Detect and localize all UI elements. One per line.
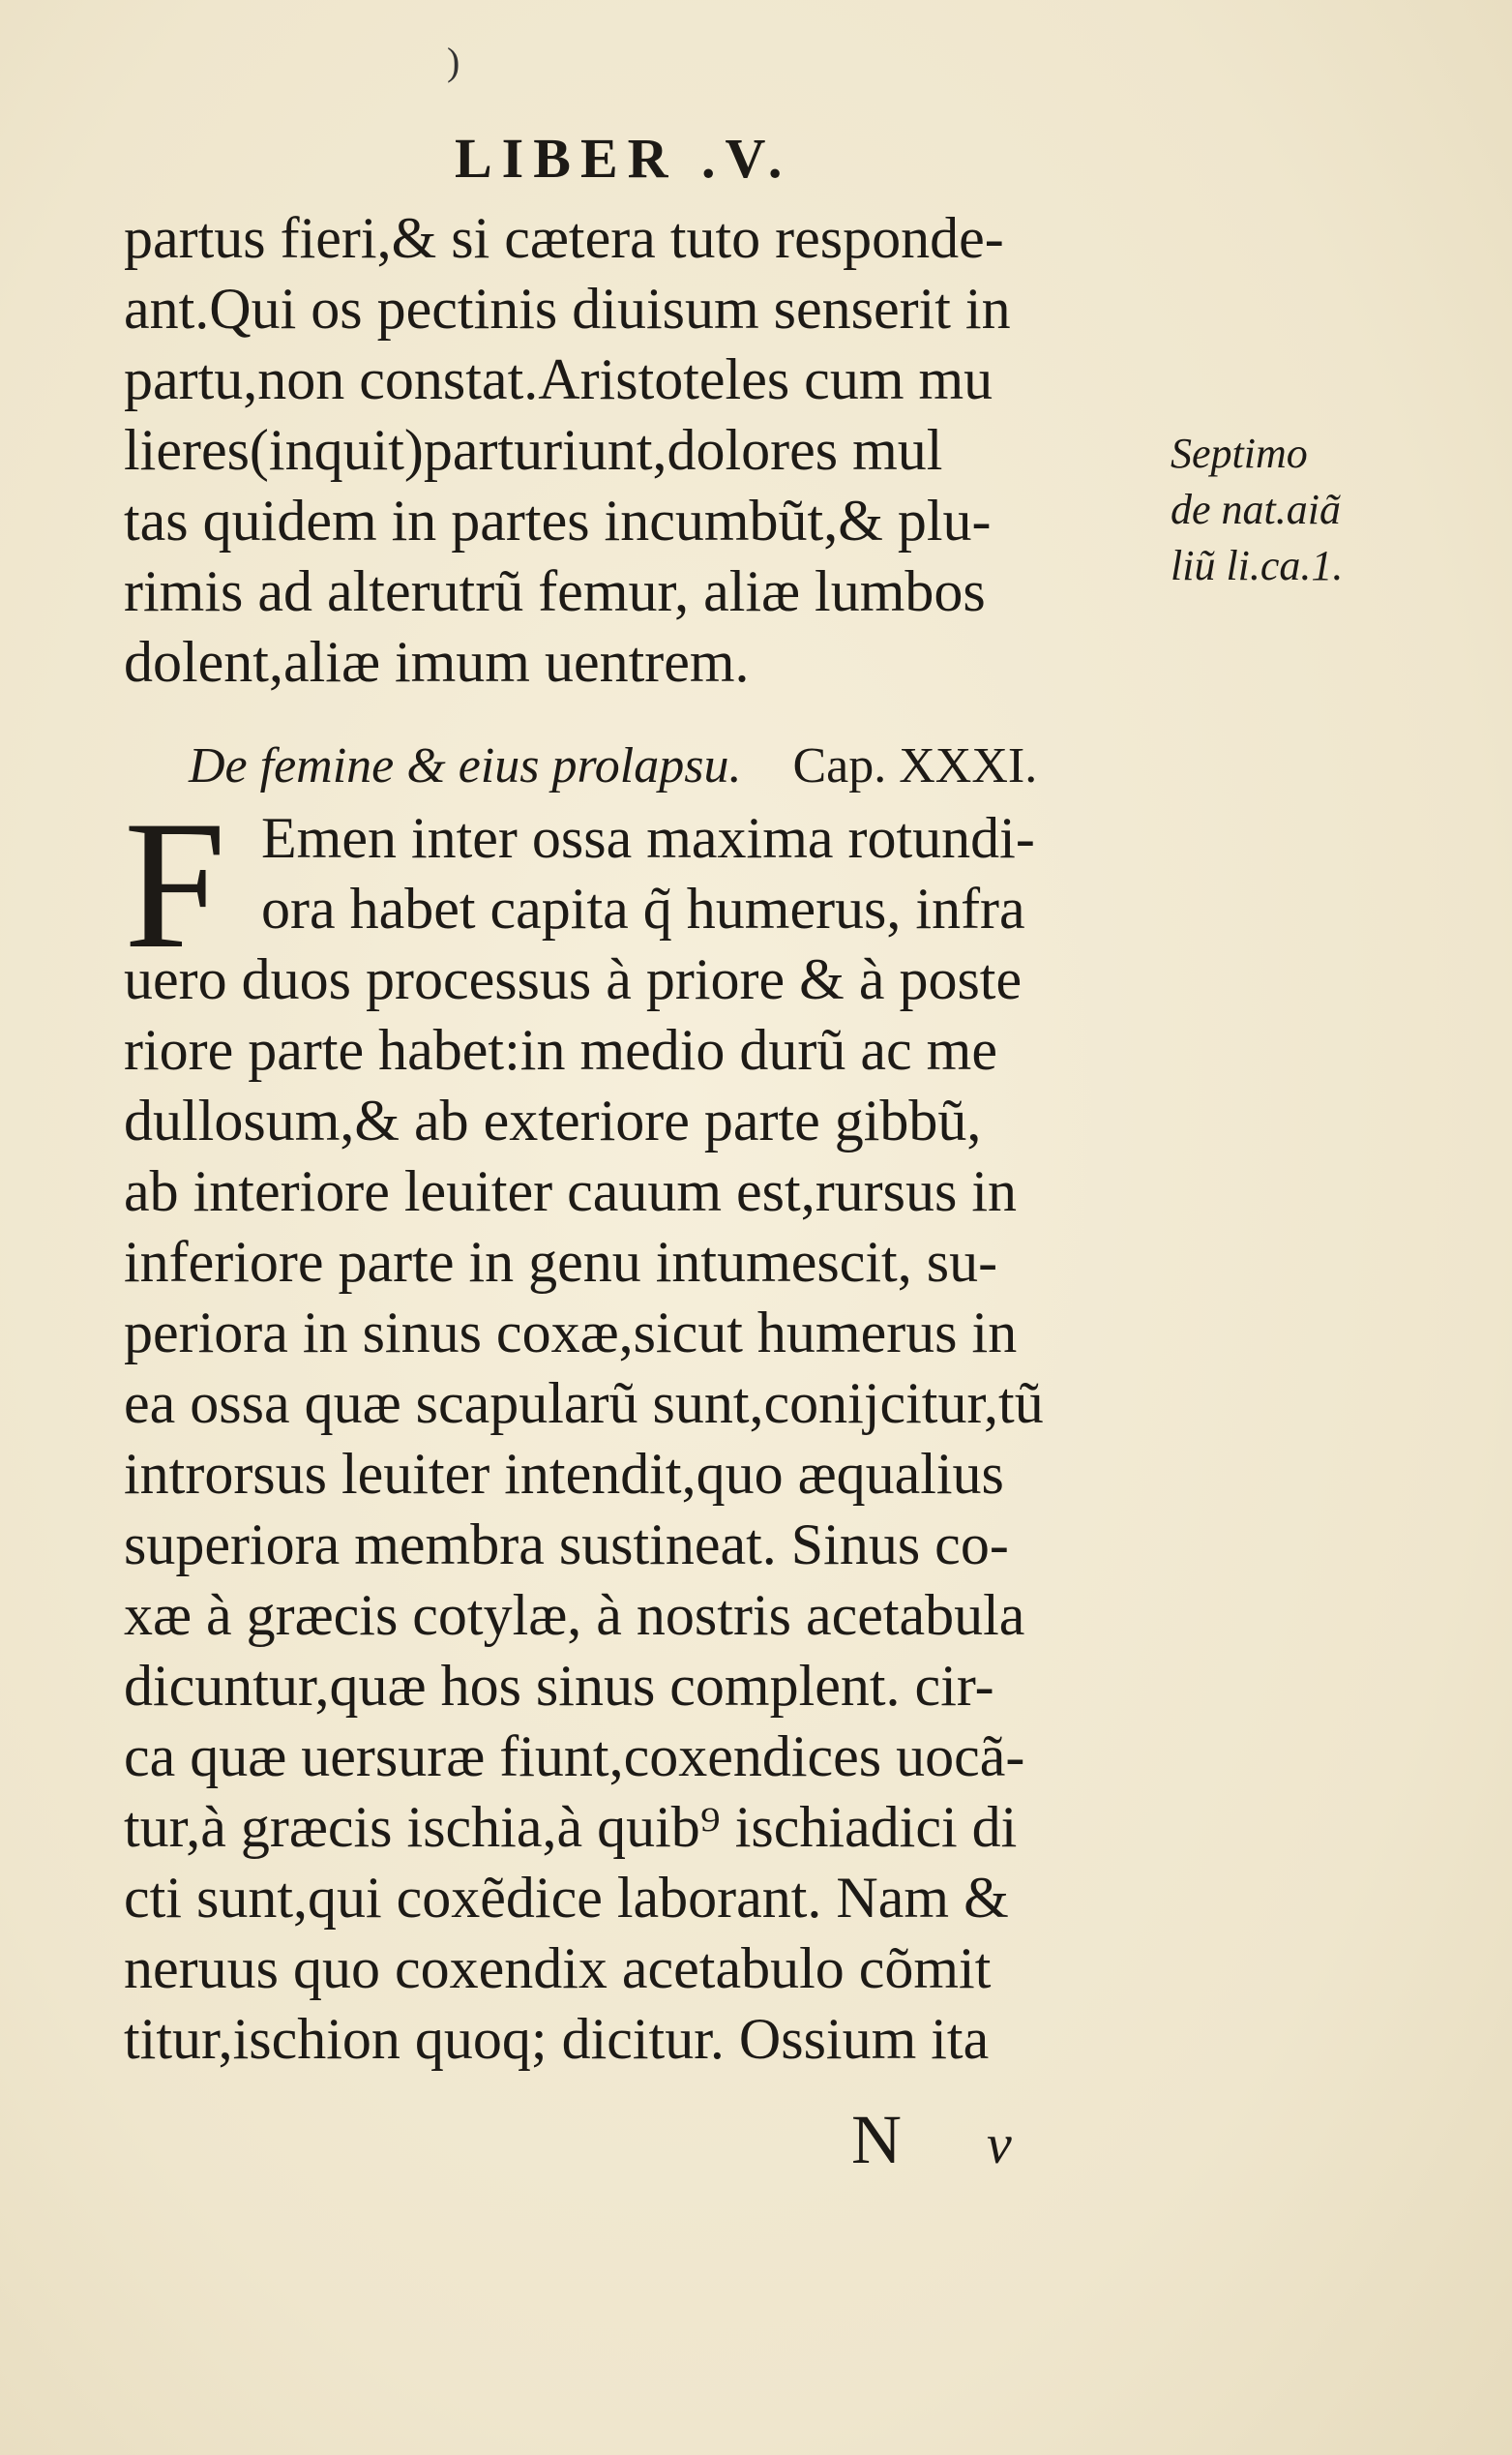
chapter-heading bbox=[189, 737, 1037, 794]
text-line: lieres(inquit)parturiunt,dolores mul bbox=[124, 418, 943, 482]
text-line: Emen inter ossa maxima rotundi- bbox=[261, 806, 1035, 870]
text-line: riore parte habet:in medio durũ ac me bbox=[124, 1018, 997, 1082]
text-line: rimis ad alterutrũ femur, aliæ lumbos bbox=[124, 559, 986, 623]
main-text-block bbox=[124, 803, 1159, 2075]
text-line: ant.Qui os pectinis diuisum senserit in bbox=[124, 277, 1011, 341]
drop-cap: F bbox=[124, 784, 226, 987]
marginal-line: liũ li.ca.1. bbox=[1171, 542, 1344, 589]
text-line: tas quidem in partes incumbũt,& plu- bbox=[124, 489, 992, 553]
chapter-number: Cap. XXXI. bbox=[792, 738, 1038, 793]
text-line: ca quæ uersuræ fiunt,coxendices uocã- bbox=[124, 1724, 1025, 1788]
text-line: partu,non constat.Aristoteles cum mu bbox=[124, 347, 993, 411]
top-text-block bbox=[124, 203, 1159, 698]
text-line: dicuntur,quæ hos sinus complent. cir- bbox=[124, 1654, 994, 1718]
text-line: ab interiore leuiter cauum est,rursus in bbox=[124, 1159, 1018, 1223]
running-head: LIBER .V. bbox=[455, 127, 792, 190]
marginal-line: de nat.aiã bbox=[1171, 486, 1341, 533]
text-line: ea ossa quæ scapularũ sunt,conijcitur,tũ bbox=[124, 1371, 1044, 1435]
text-line: dolent,aliæ imum uentrem. bbox=[124, 630, 750, 694]
text-line: cti sunt,qui coxẽdice laborant. Nam & bbox=[124, 1866, 1009, 1930]
text-line: xæ à græcis cotylæ, à nostris acetabula bbox=[124, 1583, 1025, 1647]
text-line: dullosum,& ab exteriore parte gibbũ, bbox=[124, 1089, 982, 1153]
text-line: periora in sinus coxæ,sicut humerus in bbox=[124, 1301, 1018, 1364]
marginal-line: Septimo bbox=[1171, 430, 1308, 477]
text-line: neruus quo coxendix acetabulo cõmit bbox=[124, 1936, 992, 2000]
signature-mark bbox=[851, 2100, 1012, 2180]
text-line: partus fieri,& si cætera tuto responde- bbox=[124, 206, 1004, 270]
marginal-note bbox=[1171, 426, 1343, 594]
text-line: introrsus leuiter intendit,quo æqualius bbox=[124, 1442, 1004, 1506]
text-line: superiora membra sustineat. Sinus co- bbox=[124, 1512, 1009, 1576]
signature-number: v bbox=[987, 2112, 1012, 2175]
signature-letter: N bbox=[851, 2101, 902, 2178]
chapter-title: De femine & eius prolapsu. bbox=[189, 738, 742, 793]
text-line: inferiore parte in genu intumescit, su- bbox=[124, 1230, 998, 1294]
text-line: uero duos processus à priore & à poste bbox=[124, 947, 1023, 1011]
text-line: titur,ischion quoq; dicitur. Ossium ita bbox=[124, 2007, 990, 2071]
text-line: ora habet capita q̃ humerus, infra bbox=[261, 877, 1025, 941]
ink-mark: ) bbox=[447, 40, 460, 83]
text-line: tur,à græcis ischia,à quib⁹ ischiadici di bbox=[124, 1795, 1018, 1859]
